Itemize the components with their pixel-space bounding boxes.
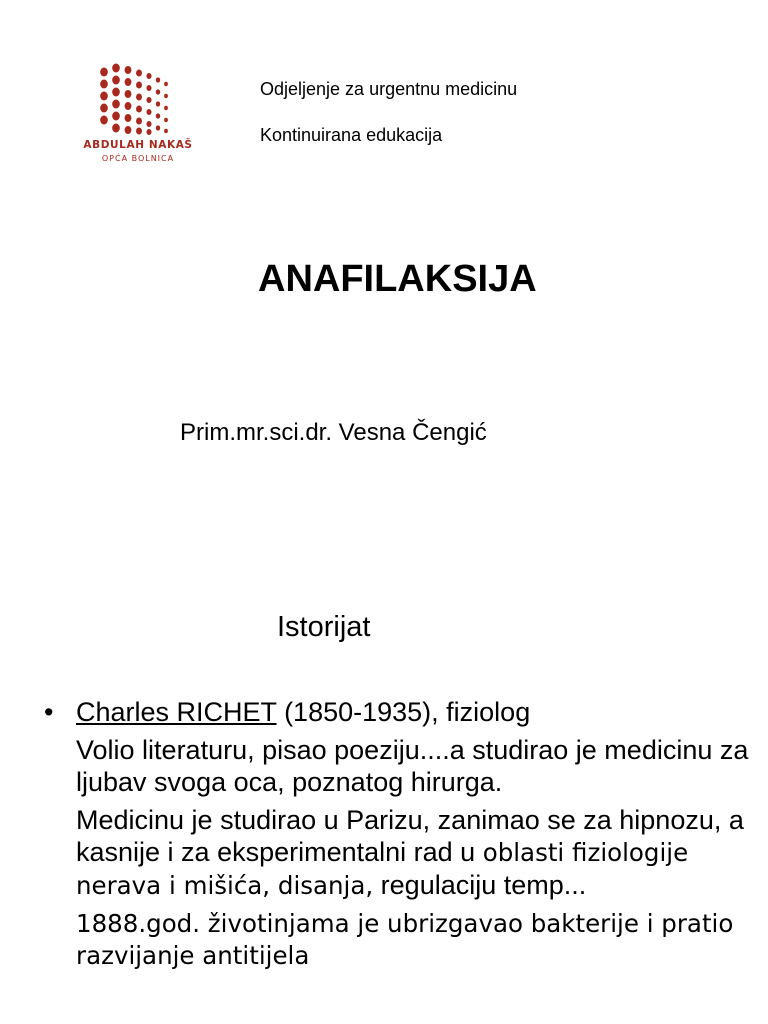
logo-dot — [164, 82, 168, 86]
logo-dot — [156, 125, 160, 130]
logo-dot — [146, 109, 151, 115]
paragraph-2-part-2: oblasti fiziologije nerava i mišića, disanja, — [76, 838, 689, 900]
logo-dot — [164, 94, 168, 98]
bullet-marker: • — [44, 697, 54, 727]
logo-dot — [125, 114, 132, 122]
paragraph-2-part-1: Medicinu je studirao u Parizu, zanimao se za hipnozu, a kasnije i za eksperimentalni rad u — [76, 805, 744, 867]
section-heading: Istorijat — [277, 611, 371, 643]
logo-dot — [156, 89, 160, 94]
logo-dot — [125, 102, 132, 110]
logo-dot — [100, 80, 108, 89]
paragraph-2-part-3: regulaciju temp... — [373, 870, 587, 900]
logo-dot — [136, 128, 142, 135]
logo-name: ABDULAH NAKAŠ — [83, 139, 193, 151]
dot-grid-emblem — [72, 62, 202, 138]
author-name: Prim.mr.sci.dr. Vesna Čengić — [180, 419, 487, 446]
logo-dot — [136, 118, 142, 125]
logo-dot — [125, 78, 132, 86]
logo-dot — [100, 92, 108, 101]
logo-dot — [100, 104, 108, 113]
logo-dot — [146, 85, 151, 91]
history-bullet — [76, 696, 756, 978]
page-title: ANAFILAKSIJA — [258, 258, 537, 300]
logo-dot — [125, 66, 132, 74]
logo-dot — [125, 126, 132, 134]
logo-dot — [136, 106, 142, 113]
logo-dot — [146, 129, 151, 135]
logo-dot — [146, 73, 151, 79]
logo-dot — [112, 124, 120, 133]
logo-dot — [156, 101, 160, 106]
paragraph-3: 1888.god. životinjama je ubrizgavao bakterije i pratio razvijanje antitijela — [76, 909, 734, 970]
logo-dot — [112, 88, 120, 97]
logo-dot — [164, 129, 168, 133]
person-line — [76, 696, 756, 728]
logo-dot — [146, 97, 151, 103]
logo-dot — [112, 100, 120, 109]
logo-dot — [136, 70, 142, 77]
paragraph-2 — [76, 804, 756, 902]
person-details: (1850-1935), fiziolog — [276, 697, 531, 727]
logo-dot — [146, 121, 151, 127]
logo-dot — [100, 68, 108, 77]
logo-dot — [164, 118, 168, 122]
hospital-logo — [72, 62, 202, 172]
logo-subtitle: OPĆA BOLNICA — [101, 154, 175, 163]
logo-dot — [156, 113, 160, 118]
logo-dot — [112, 76, 120, 85]
program-name: Kontinuirana edukacija — [260, 125, 443, 145]
logo-dot — [164, 106, 168, 110]
logo-dot — [136, 82, 142, 89]
department-name: Odjeljenje za urgentnu medicinu — [260, 79, 518, 99]
logo-dot — [156, 77, 160, 82]
paragraph-1: Volio literaturu, pisao poeziju....a studirao je medicinu za ljubav svoga oca, poznatog hirurga. — [76, 735, 749, 797]
logo-dot — [112, 64, 120, 73]
logo-dot — [100, 116, 108, 125]
person-link[interactable]: Charles RICHET — [76, 697, 277, 727]
logo-dot — [112, 112, 120, 121]
logo-dot — [125, 90, 132, 98]
logo-dot — [136, 94, 142, 101]
